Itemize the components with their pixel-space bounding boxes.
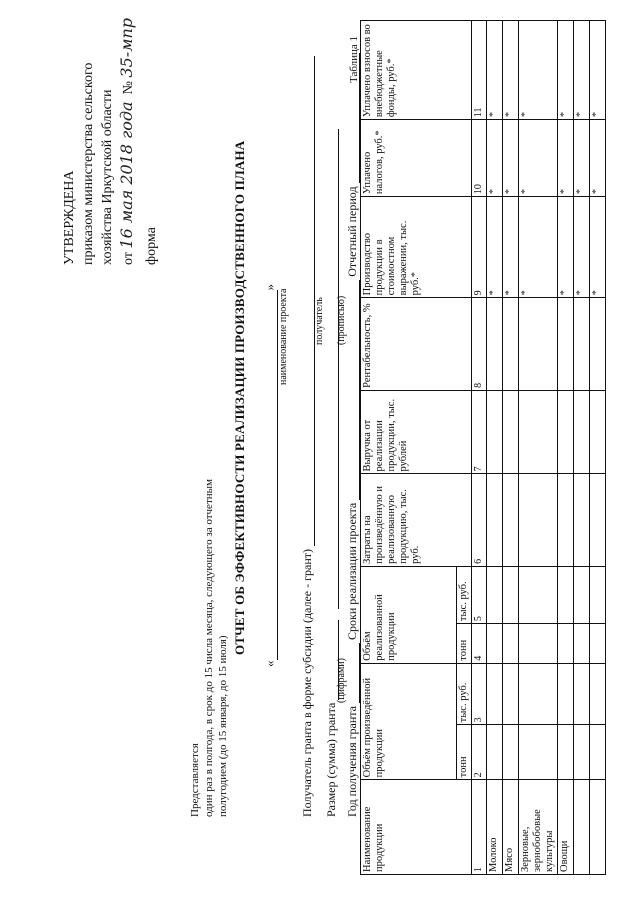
- approval-block: [60, 18, 138, 265]
- table-cell[interactable]: *: [574, 120, 590, 197]
- table-cell[interactable]: [487, 624, 503, 664]
- table-cell[interactable]: [487, 298, 503, 390]
- table-cell[interactable]: [519, 390, 558, 474]
- period-label: Отчетный период: [345, 186, 359, 277]
- col-num: 10: [472, 120, 487, 197]
- table-cell[interactable]: [574, 566, 590, 623]
- col-num: 11: [472, 21, 487, 120]
- table-cell[interactable]: *: [590, 197, 606, 298]
- table-cell[interactable]: [519, 298, 558, 390]
- table-cell[interactable]: *: [487, 21, 503, 120]
- col-num: 1: [472, 780, 487, 875]
- table-cell[interactable]: [503, 725, 519, 780]
- table-cell[interactable]: *: [503, 21, 519, 120]
- header-sold-volume: Объём реализованной продукции: [361, 566, 457, 663]
- table-cell[interactable]: [519, 624, 558, 664]
- table-cell[interactable]: [503, 566, 519, 623]
- words-caption: (прописью): [336, 295, 347, 345]
- number-prefix: №: [121, 81, 136, 95]
- table-cell[interactable]: [574, 474, 590, 566]
- table-row: [574, 21, 590, 875]
- col-num: 4: [472, 624, 487, 664]
- col-num: 6: [472, 474, 487, 566]
- table-cell[interactable]: [590, 624, 606, 664]
- note-line-1: Представляется: [189, 743, 201, 817]
- header-produced-volume: Объём произведённой продукции: [361, 663, 457, 780]
- report-table: [360, 20, 606, 875]
- table-cell[interactable]: [503, 624, 519, 664]
- product-name-cell[interactable]: Зерновые, зернобобовые культуры: [519, 780, 558, 875]
- table-cell[interactable]: *: [487, 197, 503, 298]
- table-cell[interactable]: [503, 663, 519, 725]
- table-cell[interactable]: [558, 663, 574, 725]
- table-cell[interactable]: *: [558, 21, 574, 120]
- col-num: 9: [472, 197, 487, 298]
- table-cell[interactable]: [574, 663, 590, 725]
- table-cell[interactable]: *: [519, 120, 558, 197]
- approval-line-2: приказом министерства сельского: [81, 62, 96, 265]
- table-cell[interactable]: *: [558, 120, 574, 197]
- year-blank: [347, 643, 360, 703]
- project-caption: наименование проекта: [278, 288, 289, 385]
- header-taxes: Уплачено налогов, руб.*: [361, 120, 472, 197]
- recipient-field: [300, 56, 315, 817]
- table-cell[interactable]: [574, 624, 590, 664]
- grant-size-label: Размер (сумма) гранта: [324, 702, 338, 817]
- table-cell[interactable]: *: [558, 197, 574, 298]
- handwritten-date: 16 мая 2018 года: [117, 101, 136, 249]
- table-cell[interactable]: *: [574, 21, 590, 120]
- form-label: форма: [144, 227, 159, 265]
- year-terms-field: [345, 53, 360, 817]
- table-cell[interactable]: [519, 566, 558, 623]
- note-line-2: один раз в полгода, в срок до 15 числа месяца, следующего за отчетным: [203, 479, 215, 817]
- product-name-cell[interactable]: Мясо: [503, 780, 519, 875]
- table-cell[interactable]: [590, 725, 606, 780]
- table-row: [519, 21, 558, 875]
- table-row: [503, 21, 519, 875]
- terms-label: Сроки реализации проекта: [345, 502, 359, 640]
- table-cell[interactable]: [590, 474, 606, 566]
- table-cell[interactable]: [503, 390, 519, 474]
- subheader-produced-tons: тонн: [457, 725, 472, 780]
- approval-line-3: хозяйства Иркутской области: [100, 89, 115, 265]
- table-cell[interactable]: [519, 725, 558, 780]
- col-num: 8: [472, 298, 487, 390]
- terms-blank: [347, 280, 360, 500]
- table-cell[interactable]: [519, 474, 558, 566]
- table-cell[interactable]: *: [503, 120, 519, 197]
- col-num: 2: [472, 725, 487, 780]
- open-quote: «: [262, 660, 277, 667]
- digits-caption: (цифрами): [336, 658, 347, 703]
- product-name-cell[interactable]: Овощи: [558, 780, 574, 875]
- subheader-produced-rub: тыс. руб.: [457, 663, 472, 725]
- table-body: [487, 21, 606, 875]
- table-cell[interactable]: *: [590, 120, 606, 197]
- subheader-sold-rub: тыс. руб.: [457, 566, 472, 623]
- header-revenue: Выручка от реализации продукции, тыс. рублей: [361, 390, 472, 474]
- product-name-cell[interactable]: Молоко: [487, 780, 503, 875]
- table-cell[interactable]: [574, 298, 590, 390]
- table-row: [487, 21, 503, 875]
- close-quote: »: [262, 284, 277, 291]
- table-cell[interactable]: [558, 474, 574, 566]
- table-cell[interactable]: [558, 390, 574, 474]
- table-cell[interactable]: [503, 298, 519, 390]
- header-production-value: Производство продукции в стоимостном выражении, тыс. руб.*: [361, 197, 472, 298]
- header-profitability: Рентабельность, %: [361, 298, 472, 390]
- table-cell[interactable]: [590, 663, 606, 725]
- grant-size-field: [324, 129, 339, 817]
- table-cell[interactable]: [487, 663, 503, 725]
- col-num: 7: [472, 390, 487, 474]
- date-prefix: от: [121, 252, 136, 265]
- header-contributions: Уплачено взносов во внебюджетные фонды, руб.*: [361, 21, 472, 120]
- table-cell[interactable]: [590, 298, 606, 390]
- table-cell[interactable]: [558, 725, 574, 780]
- col-num: 3: [472, 663, 487, 725]
- table-cell[interactable]: [574, 725, 590, 780]
- table-cell[interactable]: *: [503, 197, 519, 298]
- table-cell[interactable]: [590, 566, 606, 623]
- approval-title: УТВЕРЖДЕНА: [62, 170, 77, 265]
- table-cell[interactable]: [487, 474, 503, 566]
- table-caption: Таблица 1: [348, 35, 360, 83]
- project-name-blank: [265, 291, 278, 661]
- header-product-name: Наименование продукции: [361, 780, 472, 875]
- table-cell[interactable]: [487, 725, 503, 780]
- table-cell[interactable]: [558, 566, 574, 623]
- table-row: [590, 21, 606, 875]
- recipient-caption: получатель: [314, 297, 325, 345]
- project-name-line: [262, 284, 278, 667]
- table-cell[interactable]: [487, 390, 503, 474]
- handwritten-number: 35-мпр: [117, 17, 136, 78]
- table-cell[interactable]: [503, 474, 519, 566]
- table-cell[interactable]: *: [519, 21, 558, 120]
- note-line-3: полугодием (до 15 января, до 15 июля): [217, 635, 229, 817]
- header-costs: Затраты на произведённую и реализованную продукцию, тыс. руб.: [361, 474, 472, 566]
- table-cell[interactable]: [558, 298, 574, 390]
- recipient-label: Получатель гранта в форме субсидии (далее - грант): [300, 548, 314, 817]
- submission-note: [188, 479, 230, 817]
- table-cell[interactable]: [590, 390, 606, 474]
- col-num: 5: [472, 566, 487, 623]
- grant-words-blank: [326, 129, 339, 609]
- year-label: Год получения гранта: [345, 705, 359, 817]
- table-cell[interactable]: *: [590, 21, 606, 120]
- table-row: [558, 21, 574, 875]
- table-cell[interactable]: *: [574, 197, 590, 298]
- product-name-cell[interactable]: [590, 780, 606, 875]
- table-cell[interactable]: [574, 390, 590, 474]
- table-cell[interactable]: [558, 624, 574, 664]
- table-cell[interactable]: *: [519, 197, 558, 298]
- table-cell[interactable]: [519, 663, 558, 725]
- document-title: ОТЧЕТ ОБ ЭФФЕКТИВНОСТИ РЕАЛИЗАЦИИ ПРОИЗВОДСТВЕННОГО ПЛАНА: [232, 140, 247, 655]
- table-cell[interactable]: [487, 566, 503, 623]
- table-cell[interactable]: *: [487, 120, 503, 197]
- subheader-sold-tons: тонн: [457, 624, 472, 664]
- product-name-cell[interactable]: [574, 780, 590, 875]
- column-numbers-row: [472, 21, 487, 875]
- approval-date-line: [117, 18, 138, 265]
